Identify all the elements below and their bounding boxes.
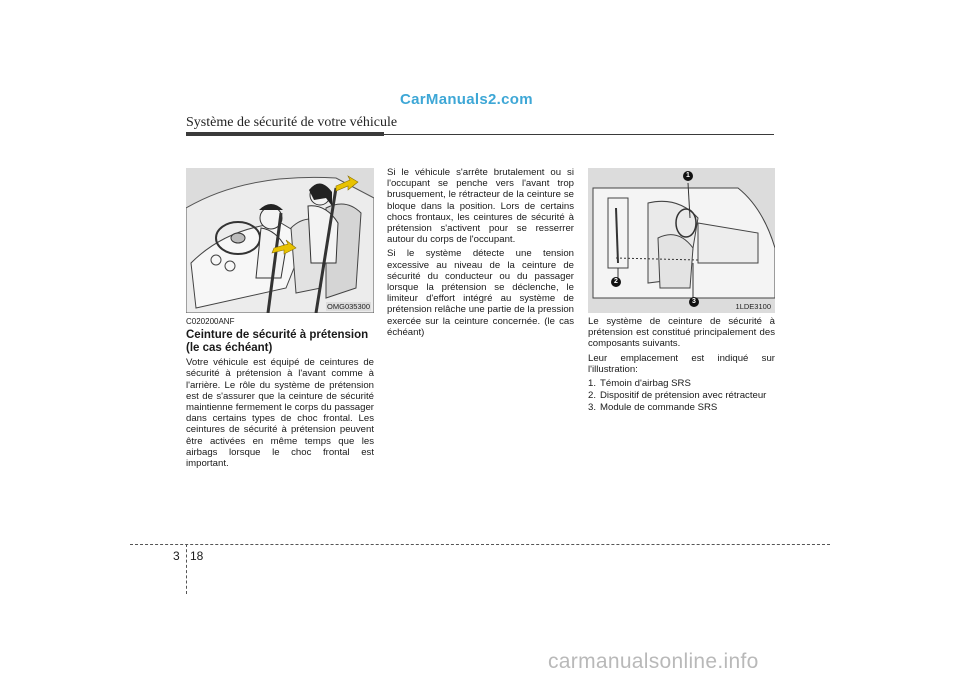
header-rule-thin <box>384 134 774 135</box>
list-item: 3. Module de commande SRS <box>588 402 718 414</box>
pretensioner-location-illustration <box>588 168 775 313</box>
page-number: 18 <box>190 549 204 563</box>
pretensioner-illustration <box>186 168 374 313</box>
figure-code: 1LDE3100 <box>735 302 771 311</box>
body-paragraph-1: Si le véhicule s'arrête brutalement ou si l'occupant se penche vers l'avant trop brusquement, le rétracteur de la ceinture se bloque dans la position. Lors de certains chocs frontaux, les ceintures de sécurité à prétension s'activent pour se resserrer autour du corps de l'occupant. <box>387 167 574 246</box>
car-cutaway-drawing <box>588 168 775 313</box>
body-paragraph-2: Leur emplacement est indiqué sur l'illustration: <box>588 352 775 375</box>
header-title: Système de sécurité de votre véhicule <box>186 115 398 130</box>
section-title-line2: (le cas échéant) <box>186 341 273 354</box>
footer-divider <box>130 544 830 545</box>
figure-code: OMG035300 <box>327 302 370 311</box>
section-code: C020200ANF <box>186 317 235 326</box>
footer-vertical-divider <box>186 544 187 594</box>
list-item: 2. Dispositif de prétension avec rétracteur <box>588 390 767 402</box>
list-item: 1. Témoin d'airbag SRS <box>588 378 691 390</box>
column-3 <box>588 316 775 415</box>
header-rule-thick <box>186 132 384 136</box>
column-1 <box>186 316 374 472</box>
section-title <box>186 329 374 354</box>
body-paragraph: Votre véhicule est équipé de ceintures de sécurité à prétension à l'avant comme à l'arrière. Le rôle du système de prétension est de s'assurer que la ceinture de sécurité maintienne fermement le corps du passager dans certains types de choc frontal. Les ceintures de sécurité à prétension peuvent être activées en même temps que les airbags lorsque le choc frontal est important. <box>186 357 374 470</box>
column-2 <box>387 167 574 341</box>
component-list <box>588 378 775 414</box>
watermark-logo-bottom: carmanualsonline.info <box>548 650 759 673</box>
chapter-number: 3 <box>173 549 180 563</box>
callout-2: 2 <box>611 277 621 287</box>
page-header <box>186 115 774 137</box>
callout-3: 3 <box>689 297 699 307</box>
car-interior-drawing <box>186 168 374 313</box>
section-title-line1: Ceinture de sécurité à prétension <box>186 329 369 342</box>
body-paragraph-2: Si le système détecte une tension excessive au niveau de la ceinture de sécurité du conducteur ou du passager lorsque la prétension se déclenche, le limiteur d'effort intégré au système de prétension relâche une partie de la pression exercée sur la ceinture concernée. (le cas échéant) <box>387 248 574 338</box>
callout-1: 1 <box>683 171 693 181</box>
body-paragraph-1: Le système de ceinture de sécurité à prétension est constitué principalement des composants suivants. <box>588 316 775 350</box>
watermark-logo-top: CarManuals2.com <box>400 91 533 108</box>
